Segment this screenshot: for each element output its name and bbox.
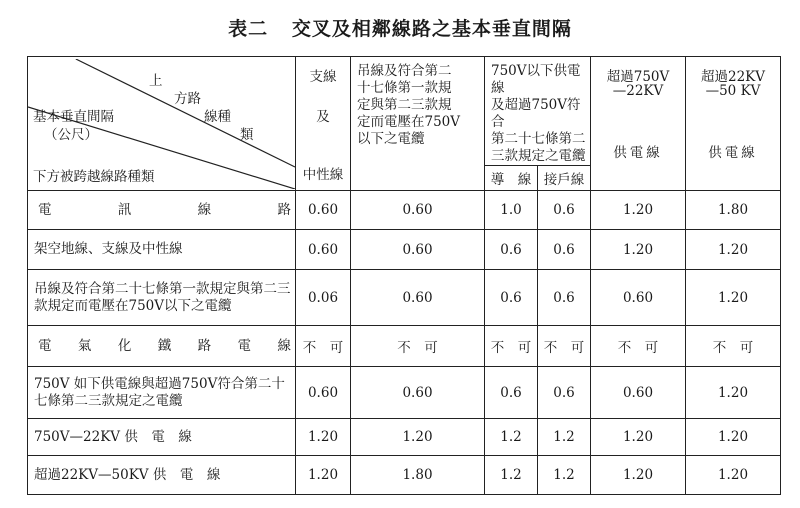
row-label: 吊線及符合第二十七條第一款規定與第二三款規定而電壓在750V以下之電纜 bbox=[28, 270, 296, 326]
row-label-char: 線 bbox=[197, 201, 212, 218]
value-cell: 1.2 bbox=[538, 456, 591, 495]
value-cell: 不 可 bbox=[591, 326, 686, 367]
value-cell: 0.6 bbox=[538, 367, 591, 419]
col1-line2: 及 bbox=[316, 109, 330, 125]
col5-line3: 供電線 bbox=[708, 145, 758, 161]
value-cell: 1.2 bbox=[538, 419, 591, 456]
value-cell: 0.60 bbox=[591, 270, 686, 326]
table-title bbox=[0, 14, 800, 41]
value-cell: 不 可 bbox=[351, 326, 485, 367]
row-label bbox=[28, 191, 296, 230]
value-cell: 0.60 bbox=[351, 230, 485, 270]
corner-left-2: （公尺） bbox=[44, 126, 98, 143]
value-cell: 1.0 bbox=[485, 191, 538, 230]
table-row bbox=[28, 419, 781, 456]
value-cell: 0.60 bbox=[351, 367, 485, 419]
value-cell: 1.80 bbox=[351, 456, 485, 495]
col3-sub1: 導 線 bbox=[485, 166, 538, 191]
value-cell: 1.20 bbox=[686, 270, 781, 326]
col3-line2: 及超過750V符合 bbox=[491, 97, 581, 130]
col2-line2: 十七條第一款規 bbox=[357, 80, 452, 96]
col2-line4: 定而電壓在750V bbox=[357, 114, 461, 130]
col1-line1: 支線 bbox=[309, 69, 337, 85]
row-label-char: 線 bbox=[277, 337, 291, 354]
value-cell: 0.6 bbox=[538, 270, 591, 326]
row-label-char: 鐵 bbox=[157, 337, 172, 354]
value-cell: 1.20 bbox=[591, 191, 686, 230]
table-row bbox=[28, 270, 781, 326]
value-cell: 不 可 bbox=[485, 326, 538, 367]
value-cell: 1.20 bbox=[296, 456, 351, 495]
header-row bbox=[28, 57, 781, 166]
row-label-char: 電 bbox=[38, 201, 52, 218]
clearance-table bbox=[27, 56, 781, 495]
col4-line1: 超過750V bbox=[606, 69, 670, 85]
row-label: 架空地線、支線及中性線 bbox=[28, 230, 296, 270]
table-row bbox=[28, 456, 781, 495]
table-caption: 交叉及相鄰線路之基本垂直間隔 bbox=[291, 18, 572, 40]
col2-header bbox=[351, 57, 485, 191]
row-label-char: 電 bbox=[38, 337, 52, 354]
value-cell: 0.6 bbox=[485, 367, 538, 419]
col3-sub2: 接戶線 bbox=[538, 166, 591, 191]
corner-top-1: 上 bbox=[149, 72, 163, 89]
row-label: 750V 如下供電線與超過750V符合第二十七條第二三款規定之電纜 bbox=[28, 367, 296, 419]
row-label bbox=[28, 326, 296, 367]
row-label: 750V—22KV 供 電 線 bbox=[28, 419, 296, 456]
value-cell: 1.20 bbox=[686, 367, 781, 419]
value-cell: 0.6 bbox=[485, 230, 538, 270]
corner-left-1: 基本垂直間隔 bbox=[33, 108, 114, 125]
corner-bottom: 下方被跨越線路種類 bbox=[33, 168, 155, 185]
value-cell: 1.20 bbox=[591, 456, 686, 495]
row-label-char: 路 bbox=[277, 201, 291, 218]
row-label: 超過22KV—50KV 供 電 線 bbox=[28, 456, 296, 495]
row-label-char: 電 bbox=[237, 337, 252, 354]
value-cell: 1.80 bbox=[686, 191, 781, 230]
col2-line1: 吊線及符合第二 bbox=[357, 63, 452, 79]
table-row bbox=[28, 191, 781, 230]
corner-top-3: 線種 bbox=[204, 108, 231, 125]
value-cell: 不 可 bbox=[296, 326, 351, 367]
value-cell: 1.20 bbox=[351, 419, 485, 456]
value-cell: 不 可 bbox=[538, 326, 591, 367]
table-row bbox=[28, 230, 781, 270]
col4-line3: 供電線 bbox=[613, 145, 663, 161]
value-cell: 0.60 bbox=[296, 367, 351, 419]
col3-header bbox=[485, 57, 591, 166]
value-cell: 1.2 bbox=[485, 456, 538, 495]
value-cell: 1.20 bbox=[686, 419, 781, 456]
col3-line4: 三款規定之電纜 bbox=[491, 148, 586, 164]
value-cell: 0.06 bbox=[296, 270, 351, 326]
col1-line3: 中性線 bbox=[302, 167, 344, 183]
value-cell: 0.6 bbox=[538, 191, 591, 230]
col3-line1: 750V以下供電線 bbox=[491, 63, 581, 96]
value-cell: 0.60 bbox=[296, 230, 351, 270]
value-cell: 1.20 bbox=[686, 230, 781, 270]
col2-line5: 以下之電纜 bbox=[357, 131, 425, 147]
col2-line3: 定與第二三款規 bbox=[357, 97, 452, 113]
row-label-char: 路 bbox=[197, 337, 212, 354]
col5-header bbox=[686, 57, 781, 191]
value-cell: 1.2 bbox=[485, 419, 538, 456]
value-cell: 0.6 bbox=[538, 230, 591, 270]
value-cell: 1.20 bbox=[296, 419, 351, 456]
value-cell: 1.20 bbox=[591, 230, 686, 270]
corner-top-4: 類 bbox=[240, 126, 254, 143]
col4-header bbox=[591, 57, 686, 191]
corner-top-2: 方路 bbox=[174, 90, 201, 107]
row-label-spread bbox=[34, 338, 295, 355]
row-label-char: 化 bbox=[117, 337, 132, 354]
col3-line3: 第二十七條第二 bbox=[491, 131, 586, 147]
table-number: 表二 bbox=[228, 18, 269, 40]
corner-header-cell bbox=[28, 57, 296, 191]
row-label-char: 訊 bbox=[117, 201, 132, 218]
row-label-char: 氣 bbox=[77, 337, 92, 354]
table-row bbox=[28, 326, 781, 367]
value-cell: 0.60 bbox=[591, 367, 686, 419]
table-row bbox=[28, 367, 781, 419]
value-cell: 0.6 bbox=[485, 270, 538, 326]
col5-line1: 超過22KV bbox=[700, 69, 765, 85]
value-cell: 不 可 bbox=[686, 326, 781, 367]
col4-line2: —22KV bbox=[612, 83, 664, 99]
value-cell: 1.20 bbox=[686, 456, 781, 495]
value-cell: 0.60 bbox=[351, 191, 485, 230]
col1-header bbox=[296, 57, 351, 191]
value-cell: 0.60 bbox=[296, 191, 351, 230]
value-cell: 0.60 bbox=[351, 270, 485, 326]
value-cell: 1.20 bbox=[591, 419, 686, 456]
col5-line2: —50 KV bbox=[705, 83, 761, 99]
row-label-spread bbox=[34, 202, 295, 219]
